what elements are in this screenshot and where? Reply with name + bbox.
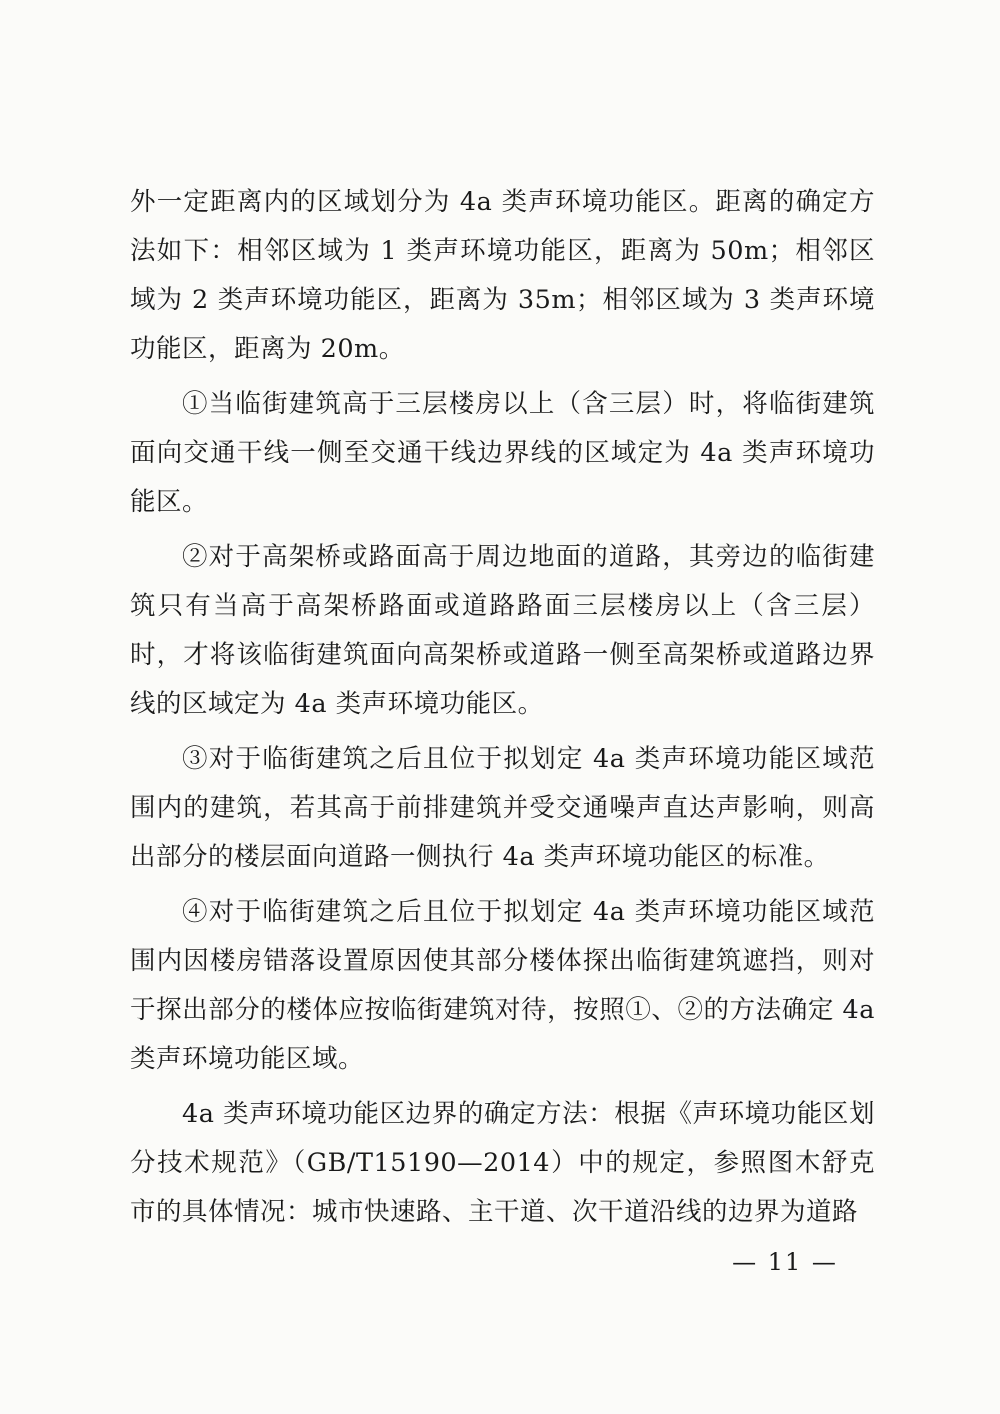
paragraph-item-4: ④对于临街建筑之后且位于拟划定 4a 类声环境功能区域范围内因楼房错落设置原因使其部分楼体探出临街建筑遮挡，则对于探出部分的楼体应按临街建筑对待，按照①、②的方法确定 4a 类声环境功能区域。: [130, 897, 875, 1074]
paragraph-continuation: 外一定距离内的区域划分为 4a 类声环境功能区。距离的确定方法如下：相邻区域为 1 类声环境功能区，距离为 50m；相邻区域为 2 类声环境功能区，距离为 35m；相邻区域为 3 类声环境功能区，距离为 20m。: [130, 187, 875, 364]
page-number: — 11 —: [732, 1248, 838, 1276]
paragraph-item-2: ②对于高架桥或路面高于周边地面的道路，其旁边的临街建筑只有当高于高架桥路面或道路路面三层楼房以上（含三层）时，才将该临街建筑面向高架桥或道路一侧至高架桥或道路边界线的区域定为 4a 类声环境功能区。: [130, 542, 875, 719]
paragraph-item-3: ③对于临街建筑之后且位于拟划定 4a 类声环境功能区域范围内的建筑，若其高于前排建筑并受交通噪声直达声影响，则高出部分的楼层面向道路一侧执行 4a 类声环境功能区的标准。: [130, 744, 875, 872]
body-text: [130, 178, 875, 1237]
paragraph-boundary-method: 4a 类声环境功能区边界的确定方法：根据《声环境功能区划分技术规范》（GB/T15190—2014）中的规定，参照图木舒克市的具体情况：城市快速路、主干道、次干道沿线的边界为道路: [130, 1099, 875, 1227]
paragraph-item-1: ①当临街建筑高于三层楼房以上（含三层）时，将临街建筑面向交通干线一侧至交通干线边界线的区域定为 4a 类声环境功能区。: [130, 389, 875, 517]
